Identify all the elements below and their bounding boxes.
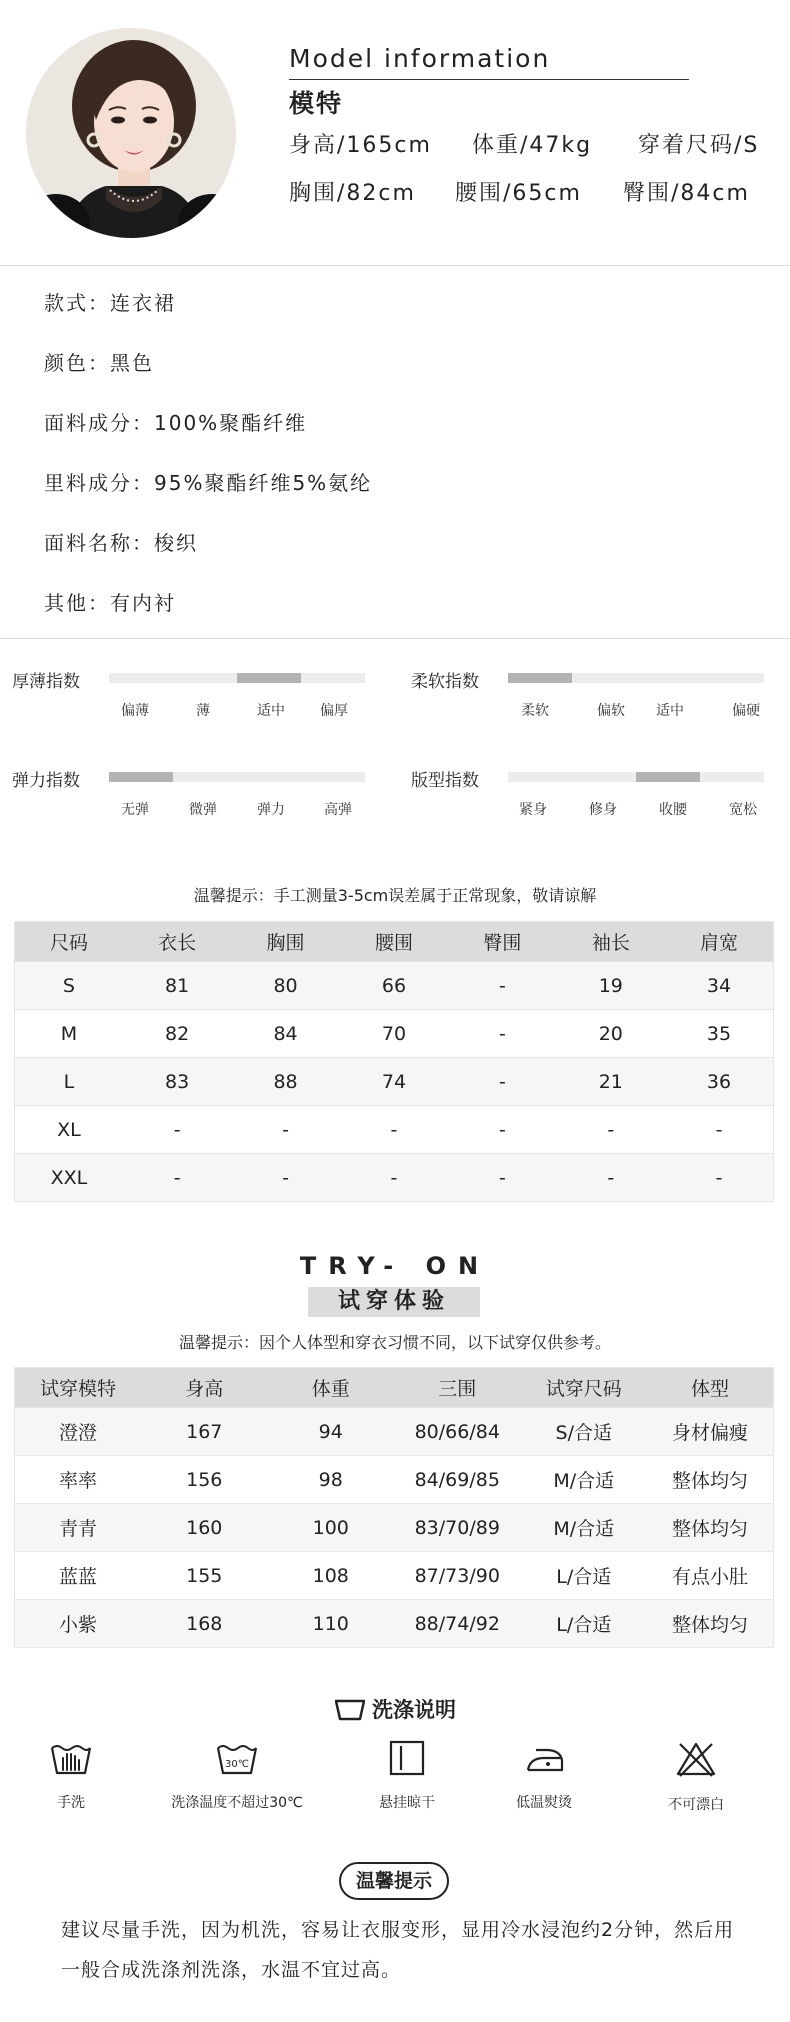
table-cell: 70 [340, 1010, 448, 1058]
table-cell: 84 [231, 1010, 339, 1058]
fit-index-label: 版型指数 [411, 771, 479, 791]
low-iron-icon [522, 1740, 566, 1776]
table-cell: 155 [141, 1552, 268, 1600]
size-table-row [15, 1106, 774, 1154]
tryon-table-row [15, 1408, 774, 1456]
column-header: 臀围 [448, 922, 556, 962]
hand-wash-icon [49, 1740, 93, 1776]
table-cell: 168 [141, 1600, 268, 1648]
table-cell: 整体均匀 [647, 1456, 774, 1504]
wash-item-hang-dry [327, 1740, 487, 1812]
wash-label: 不可漂白 [668, 1797, 724, 1813]
tryon-title-cn: 试穿体验 [308, 1287, 480, 1317]
column-header: 身高 [141, 1368, 268, 1408]
section-divider [0, 638, 790, 639]
wash-item-temperature [157, 1740, 317, 1812]
table-cell: 108 [268, 1552, 395, 1600]
fit-index-track [508, 772, 764, 782]
spec-fabric-name: 面料名称：梭织 [44, 531, 198, 555]
table-cell: 160 [141, 1504, 268, 1552]
table-cell: 蓝蓝 [15, 1552, 142, 1600]
table-cell: 87/73/90 [394, 1552, 521, 1600]
model-label: 模特 [289, 89, 344, 118]
column-header: 腰围 [340, 922, 448, 962]
table-cell: 74 [340, 1058, 448, 1106]
table-cell: 35 [665, 1010, 773, 1058]
table-cell: 身材偏瘦 [647, 1408, 774, 1456]
table-cell: - [123, 1154, 231, 1202]
fit-index-marker [636, 772, 700, 782]
table-cell: 小紫 [15, 1600, 142, 1648]
wash-item-no-bleach [616, 1740, 776, 1814]
wash-temperature-icon [215, 1740, 259, 1776]
index-tick: 偏薄 [121, 703, 149, 719]
table-cell: M [15, 1010, 123, 1058]
index-tick: 柔软 [521, 703, 549, 719]
table-cell: 66 [340, 962, 448, 1010]
spec-other: 其他：有内衬 [44, 591, 176, 615]
table-cell: 80/66/84 [394, 1408, 521, 1456]
hang-dry-icon [387, 1740, 427, 1776]
index-tick: 宽松 [729, 802, 757, 818]
size-table-row [15, 962, 774, 1010]
model-info-section [0, 0, 790, 265]
index-tick: 适中 [257, 703, 285, 719]
column-header: 衣长 [123, 922, 231, 962]
table-cell: 19 [557, 962, 665, 1010]
column-header: 试穿尺码 [521, 1368, 648, 1408]
tryon-note: 温馨提示：因个人体型和穿衣习惯不同，以下试穿仅供参考。 [178, 1333, 611, 1352]
model-bust: 胸围/82cm [289, 181, 416, 206]
table-cell: 110 [268, 1600, 395, 1648]
tryon-table-row [15, 1456, 774, 1504]
table-cell: 156 [141, 1456, 268, 1504]
softness-index-marker [508, 673, 572, 683]
model-size: 穿着尺码/S [638, 133, 760, 158]
wash-basin-icon [334, 1697, 366, 1721]
index-tick: 适中 [656, 703, 684, 719]
tryon-table-row [15, 1552, 774, 1600]
table-cell: - [448, 1058, 556, 1106]
table-cell: 88 [231, 1058, 339, 1106]
model-hip: 臀围/84cm [623, 181, 750, 206]
tryon-table-body [15, 1408, 774, 1648]
table-cell: 81 [123, 962, 231, 1010]
table-cell: 36 [665, 1058, 773, 1106]
index-tick: 薄 [196, 703, 210, 719]
washing-title-text: 洗涤说明 [372, 1698, 456, 1722]
table-cell: - [448, 1106, 556, 1154]
model-portrait-illustration [26, 28, 236, 238]
model-height: 身高/165cm [289, 133, 432, 158]
size-table [14, 921, 774, 1202]
model-avatar [26, 28, 236, 238]
table-cell: - [340, 1154, 448, 1202]
wash-label: 悬挂晾干 [379, 1795, 435, 1811]
table-cell: - [665, 1106, 773, 1154]
table-cell: 82 [123, 1010, 231, 1058]
table-cell: L [15, 1058, 123, 1106]
column-header: 尺码 [15, 922, 123, 962]
column-header: 体重 [268, 1368, 395, 1408]
column-header: 体型 [647, 1368, 774, 1408]
table-cell: - [557, 1154, 665, 1202]
size-table-body [15, 962, 774, 1202]
spec-fabric: 面料成分：100%聚酯纤维 [44, 411, 308, 435]
tip-text: 建议尽量手洗，因为机洗，容易让衣服变形，显用冷水浸泡约2分钟，然后用一般合成洗涤剂洗涤，水温不宜过高。 [61, 1919, 735, 1981]
table-cell: 84/69/85 [394, 1456, 521, 1504]
table-cell: S [15, 962, 123, 1010]
table-cell: M/合适 [521, 1504, 648, 1552]
thickness-index-marker [237, 673, 301, 683]
no-bleach-icon [674, 1740, 718, 1778]
table-cell: - [448, 1154, 556, 1202]
spec-lining: 里料成分：95%聚酯纤维5%氨纶 [44, 471, 373, 495]
index-tick: 弹力 [257, 802, 285, 818]
table-cell: 167 [141, 1408, 268, 1456]
table-cell: - [123, 1106, 231, 1154]
table-cell: 21 [557, 1058, 665, 1106]
table-cell: - [557, 1106, 665, 1154]
washing-title [0, 1694, 790, 1724]
size-table-header-row [15, 922, 774, 962]
column-header: 三围 [394, 1368, 521, 1408]
wash-temp-text: 30℃ [225, 1759, 249, 1770]
table-cell: 98 [268, 1456, 395, 1504]
table-cell: - [231, 1106, 339, 1154]
table-cell: 80 [231, 962, 339, 1010]
title-underline [289, 79, 689, 80]
wash-label: 洗涤温度不超过30℃ [171, 1795, 303, 1811]
section-divider [0, 265, 790, 266]
table-cell: 整体均匀 [647, 1504, 774, 1552]
column-header: 肩宽 [665, 922, 773, 962]
spec-style: 款式：连衣裙 [44, 291, 176, 315]
wash-label: 手洗 [57, 1795, 85, 1811]
table-cell: - [448, 1010, 556, 1058]
table-cell: 有点小肚 [647, 1552, 774, 1600]
table-cell: 20 [557, 1010, 665, 1058]
table-cell: 34 [665, 962, 773, 1010]
spec-color: 颜色：黑色 [44, 351, 154, 375]
table-cell: - [448, 962, 556, 1010]
column-header: 试穿模特 [15, 1368, 142, 1408]
elasticity-index-track [109, 772, 365, 782]
column-header: 胸围 [231, 922, 339, 962]
tryon-table [14, 1367, 774, 1648]
index-tick: 偏硬 [732, 703, 760, 719]
column-header: 袖长 [557, 922, 665, 962]
model-waist: 腰围/65cm [455, 181, 582, 206]
table-cell: - [665, 1154, 773, 1202]
wash-item-low-iron [464, 1740, 624, 1812]
thickness-index-track [109, 673, 365, 683]
table-cell: 83/70/89 [394, 1504, 521, 1552]
table-cell: L/合适 [521, 1552, 648, 1600]
index-tick: 无弹 [121, 802, 149, 818]
tryon-title-en: TRY- ON [299, 1252, 491, 1280]
table-cell: XL [15, 1106, 123, 1154]
softness-index-track [508, 673, 764, 683]
model-info-title: Model information [289, 44, 551, 73]
wash-item-hand-wash [0, 1740, 151, 1812]
table-cell: M/合适 [521, 1456, 648, 1504]
softness-index-label: 柔软指数 [411, 672, 479, 692]
index-tick: 偏厚 [320, 703, 348, 719]
table-cell: 澄澄 [15, 1408, 142, 1456]
table-cell: XXL [15, 1154, 123, 1202]
index-tick: 修身 [589, 802, 617, 818]
tryon-table-row [15, 1504, 774, 1552]
table-cell: 88/74/92 [394, 1600, 521, 1648]
table-cell: 83 [123, 1058, 231, 1106]
tryon-table-header-row [15, 1368, 774, 1408]
size-table-note: 温馨提示：手工测量3-5cm误差属于正常现象，敬请谅解 [193, 886, 597, 905]
model-weight: 体重/47kg [472, 133, 593, 158]
wash-label: 低温熨烫 [516, 1795, 572, 1811]
elasticity-index-label: 弹力指数 [12, 771, 80, 791]
table-cell: 100 [268, 1504, 395, 1552]
index-tick: 微弹 [189, 802, 217, 818]
size-table-row [15, 1154, 774, 1202]
index-tick: 紧身 [519, 802, 547, 818]
elasticity-index-marker [109, 772, 173, 782]
index-tick: 偏软 [597, 703, 625, 719]
tryon-table-row [15, 1600, 774, 1648]
table-cell: S/合适 [521, 1408, 648, 1456]
table-cell: 94 [268, 1408, 395, 1456]
table-cell: - [340, 1106, 448, 1154]
size-table-row [15, 1010, 774, 1058]
tip-title-badge: 温馨提示 [339, 1862, 449, 1900]
table-cell: 青青 [15, 1504, 142, 1552]
size-table-row [15, 1058, 774, 1106]
index-tick: 高弹 [324, 802, 352, 818]
table-cell: L/合适 [521, 1600, 648, 1648]
table-cell: 整体均匀 [647, 1600, 774, 1648]
thickness-index-label: 厚薄指数 [12, 672, 80, 692]
table-cell: 率率 [15, 1456, 142, 1504]
index-tick: 收腰 [659, 802, 687, 818]
table-cell: - [231, 1154, 339, 1202]
